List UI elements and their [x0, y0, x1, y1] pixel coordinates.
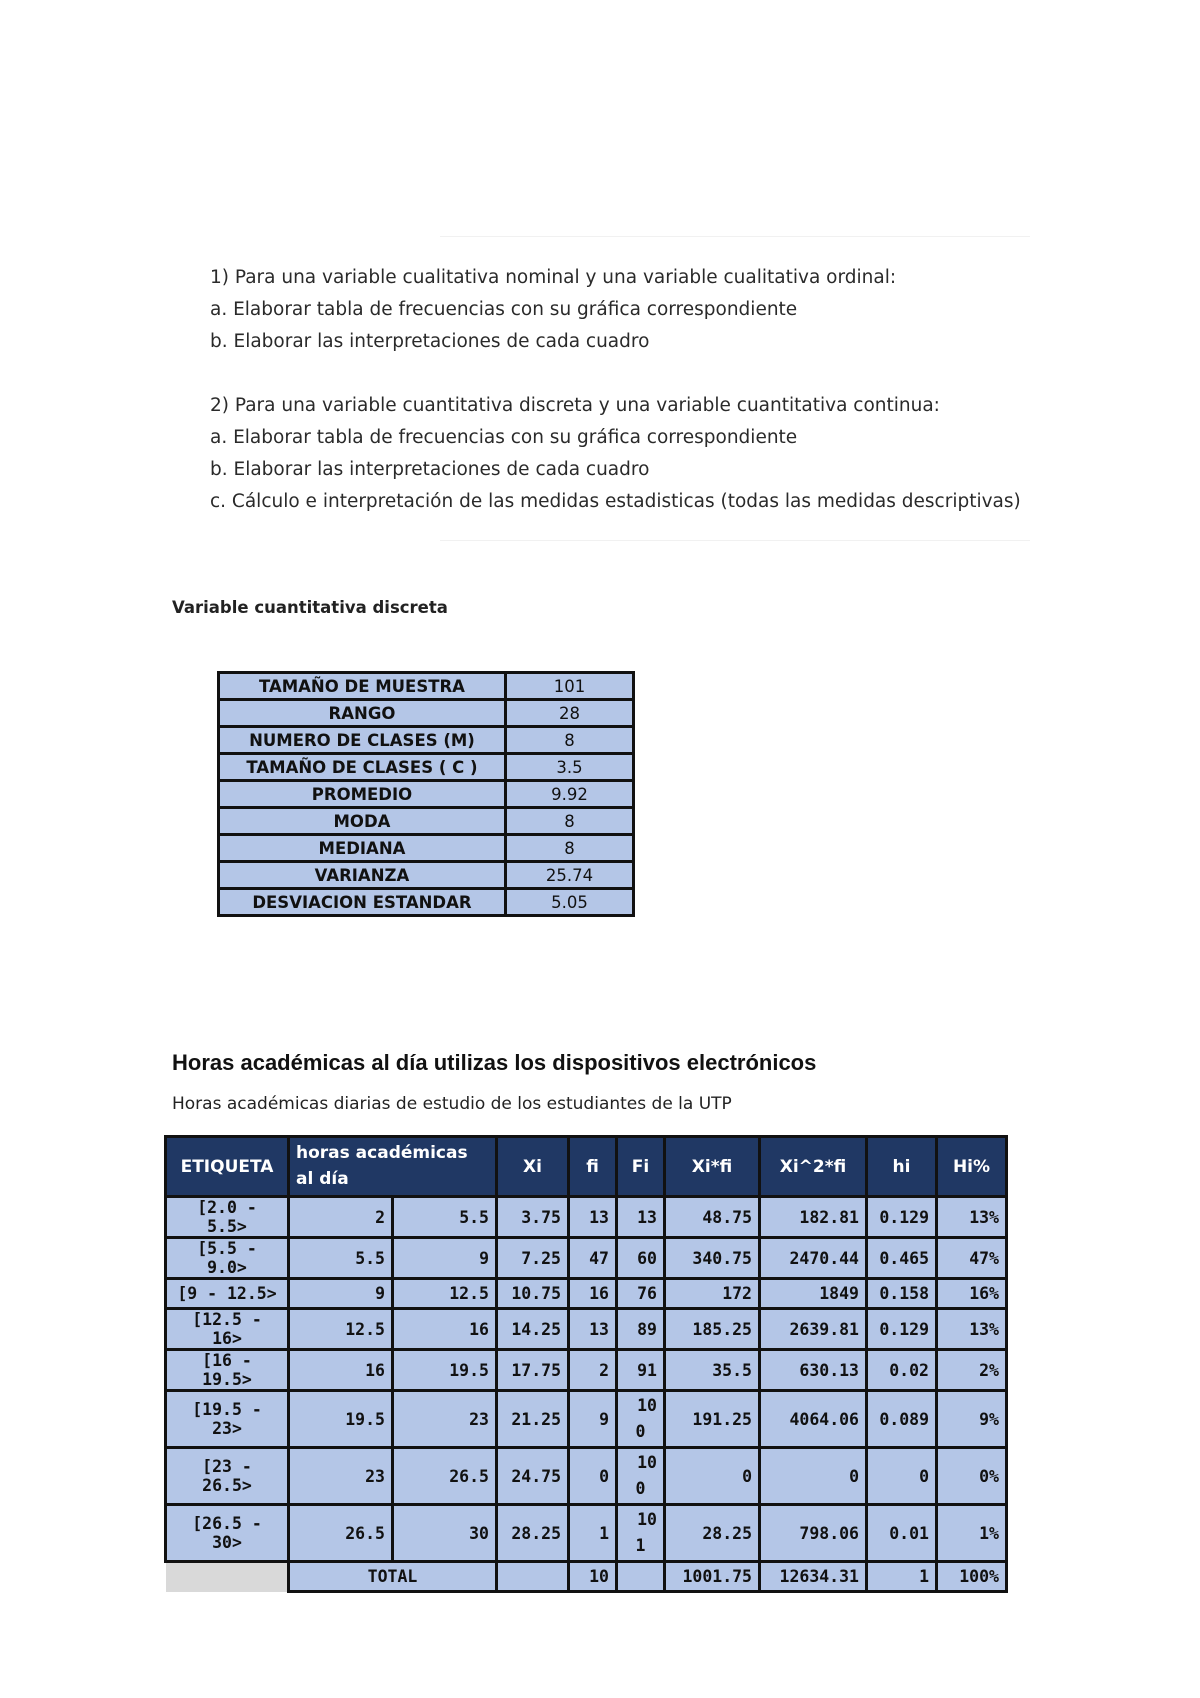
cell-hi: 0.465 [867, 1238, 937, 1279]
stat-label: RANGO [219, 700, 506, 727]
cell-xi: 10.75 [497, 1279, 569, 1309]
stat-value: 8 [505, 727, 633, 754]
cell-xi: 3.75 [497, 1197, 569, 1238]
cell-Fi-part: 10 [637, 1510, 657, 1529]
table-row [166, 1238, 1007, 1279]
stat-value: 8 [505, 835, 633, 862]
row-label: [26.5 - 30> [166, 1505, 289, 1562]
cell-Fi: 13 [617, 1197, 665, 1238]
cell-xi: 17.75 [497, 1350, 569, 1391]
class-upper: 23 [393, 1391, 497, 1448]
cell-Hi: 13% [937, 1197, 1007, 1238]
section-title-hours: Horas académicas al día utilizas los dispositivos electrónicos [172, 1050, 817, 1075]
stat-value: 3.5 [505, 754, 633, 781]
cell-xifi: 28.25 [665, 1505, 760, 1562]
frequency-table [164, 1135, 1008, 1593]
stat-label: PROMEDIO [219, 781, 506, 808]
table-row [219, 808, 634, 835]
stat-label: MODA [219, 808, 506, 835]
table-row [219, 862, 634, 889]
class-upper: 19.5 [393, 1350, 497, 1391]
stat-value: 25.74 [505, 862, 633, 889]
cell-Fi [617, 1448, 665, 1505]
stat-label: TAMAÑO DE MUESTRA [219, 673, 506, 700]
instruction-line: a. Elaborar tabla de frecuencias con su gráfica correspondiente [210, 299, 798, 320]
cell-hi: 0.089 [867, 1391, 937, 1448]
table-row [166, 1391, 1007, 1448]
cell-xifi: 172 [665, 1279, 760, 1309]
stat-label: MEDIANA [219, 835, 506, 862]
cell-xi: 14.25 [497, 1309, 569, 1350]
table-row [166, 1197, 1007, 1238]
class-lower: 26.5 [289, 1505, 393, 1562]
scan-edge-bottom [440, 540, 1030, 541]
stats-summary-table [217, 671, 635, 917]
section-subtitle: Horas académicas diarias de estudio de los estudiantes de la UTP [172, 1094, 732, 1114]
cell-Fi-part: 1 [635, 1536, 646, 1555]
col-header-xifi: Xi*fi [665, 1137, 760, 1197]
table-row [219, 889, 634, 916]
class-upper: 26.5 [393, 1448, 497, 1505]
assignment-instructions [210, 262, 1030, 518]
class-upper: 30 [393, 1505, 497, 1562]
cell-xi2fi: 630.13 [760, 1350, 867, 1391]
cell-Hi: 1% [937, 1505, 1007, 1562]
cell-hi: 0.129 [867, 1197, 937, 1238]
cell-Fi [617, 1505, 665, 1562]
cell-xi: 28.25 [497, 1505, 569, 1562]
col-header-xi2fi: Xi^2*fi [760, 1137, 867, 1197]
cell-fi: 1 [569, 1505, 617, 1562]
instruction-line: c. Cálculo e interpretación de las medidas estadisticas (todas las medidas descriptivas) [210, 491, 1021, 512]
cell-Hi: 0% [937, 1448, 1007, 1505]
cell-fi: 13 [569, 1309, 617, 1350]
cell-xifi: 191.25 [665, 1391, 760, 1448]
cell-Fi [617, 1391, 665, 1448]
cell-xi2fi: 798.06 [760, 1505, 867, 1562]
class-lower: 16 [289, 1350, 393, 1391]
table-row [219, 700, 634, 727]
cell-Fi-part: 10 [637, 1453, 657, 1472]
cell-hi: 0 [867, 1448, 937, 1505]
total-xifi: 1001.75 [665, 1562, 760, 1592]
cell-xi2fi: 2639.81 [760, 1309, 867, 1350]
cell-Fi: 76 [617, 1279, 665, 1309]
total-label: TOTAL [289, 1562, 497, 1592]
cell-xifi: 35.5 [665, 1350, 760, 1391]
class-lower: 2 [289, 1197, 393, 1238]
class-upper: 16 [393, 1309, 497, 1350]
stat-value: 28 [505, 700, 633, 727]
total-fi: 10 [569, 1562, 617, 1592]
stat-label: TAMAÑO DE CLASES ( C ) [219, 754, 506, 781]
row-label: [23 - 26.5> [166, 1448, 289, 1505]
cell-xi: 7.25 [497, 1238, 569, 1279]
cell-Fi: 89 [617, 1309, 665, 1350]
cell-hi: 0.158 [867, 1279, 937, 1309]
table-header-row [166, 1137, 1007, 1197]
cell-Hi: 9% [937, 1391, 1007, 1448]
table-row [219, 781, 634, 808]
table-row [166, 1350, 1007, 1391]
cell-Fi: 60 [617, 1238, 665, 1279]
total-Hi: 100% [937, 1562, 1007, 1592]
cell-xifi: 185.25 [665, 1309, 760, 1350]
stat-value: 5.05 [505, 889, 633, 916]
cell-Hi: 47% [937, 1238, 1007, 1279]
class-lower: 23 [289, 1448, 393, 1505]
class-lower: 9 [289, 1279, 393, 1309]
table-row [166, 1279, 1007, 1309]
cell-hi: 0.129 [867, 1309, 937, 1350]
col-header-Hi: Hi% [937, 1137, 1007, 1197]
table-row [166, 1505, 1007, 1562]
cell-fi: 47 [569, 1238, 617, 1279]
scan-edge-top [440, 236, 1030, 237]
table-row [219, 754, 634, 781]
col-header-Fi: Fi [617, 1137, 665, 1197]
cell-Fi-part: 0 [635, 1422, 646, 1441]
total-xi2fi: 12634.31 [760, 1562, 867, 1592]
cell-hi: 0.01 [867, 1505, 937, 1562]
class-lower: 19.5 [289, 1391, 393, 1448]
stat-value: 8 [505, 808, 633, 835]
instruction-line: 1) Para una variable cualitativa nominal y una variable cualitativa ordinal: [210, 267, 897, 288]
class-upper: 12.5 [393, 1279, 497, 1309]
total-hi: 1 [867, 1562, 937, 1592]
stat-label: NUMERO DE CLASES (M) [219, 727, 506, 754]
stat-value: 101 [505, 673, 633, 700]
cell-Fi-part: 10 [637, 1396, 657, 1415]
cell-xi2fi: 2470.44 [760, 1238, 867, 1279]
col-header-horas: horas académicas al día [289, 1137, 497, 1197]
cell-Hi: 16% [937, 1279, 1007, 1309]
instruction-line: a. Elaborar tabla de frecuencias con su gráfica correspondiente [210, 427, 798, 448]
col-header-hi: hi [867, 1137, 937, 1197]
cell-xi2fi: 182.81 [760, 1197, 867, 1238]
class-upper: 5.5 [393, 1197, 497, 1238]
cell-fi: 16 [569, 1279, 617, 1309]
cell-fi: 9 [569, 1391, 617, 1448]
cell-Hi: 2% [937, 1350, 1007, 1391]
stat-label: VARIANZA [219, 862, 506, 889]
section-title-discrete: Variable cuantitativa discreta [172, 598, 448, 617]
row-label: [5.5 - 9.0> [166, 1238, 289, 1279]
instruction-line: b. Elaborar las interpretaciones de cada cuadro [210, 331, 650, 352]
cell-fi: 13 [569, 1197, 617, 1238]
class-upper: 9 [393, 1238, 497, 1279]
cell-xi2fi: 1849 [760, 1279, 867, 1309]
table-row [166, 1309, 1007, 1350]
cell-xifi: 0 [665, 1448, 760, 1505]
cell-xifi: 48.75 [665, 1197, 760, 1238]
cell-xi: 21.25 [497, 1391, 569, 1448]
cell-xi2fi: 4064.06 [760, 1391, 867, 1448]
row-label: [12.5 - 16> [166, 1309, 289, 1350]
col-header-fi: fi [569, 1137, 617, 1197]
cell-fi: 2 [569, 1350, 617, 1391]
table-row [219, 835, 634, 862]
cell-Fi-part: 0 [635, 1479, 646, 1498]
stat-label: DESVIACION ESTANDAR [219, 889, 506, 916]
table-row [219, 673, 634, 700]
row-label: [19.5 - 23> [166, 1391, 289, 1448]
row-label: [16 - 19.5> [166, 1350, 289, 1391]
table-row [166, 1448, 1007, 1505]
row-label: [9 - 12.5> [166, 1279, 289, 1309]
cell-xifi: 340.75 [665, 1238, 760, 1279]
cell-xi: 24.75 [497, 1448, 569, 1505]
instruction-line: 2) Para una variable cuantitativa discreta y una variable cuantitativa continua: [210, 395, 940, 416]
class-lower: 5.5 [289, 1238, 393, 1279]
class-lower: 12.5 [289, 1309, 393, 1350]
col-header-etiqueta: ETIQUETA [166, 1137, 289, 1197]
row-label: [2.0 - 5.5> [166, 1197, 289, 1238]
stat-value: 9.92 [505, 781, 633, 808]
instruction-line: b. Elaborar las interpretaciones de cada cuadro [210, 459, 650, 480]
col-header-xi: Xi [497, 1137, 569, 1197]
total-row [166, 1562, 1007, 1592]
cell-Fi: 91 [617, 1350, 665, 1391]
cell-hi: 0.02 [867, 1350, 937, 1391]
cell-fi: 0 [569, 1448, 617, 1505]
cell-Hi: 13% [937, 1309, 1007, 1350]
table-row [219, 727, 634, 754]
cell-xi2fi: 0 [760, 1448, 867, 1505]
